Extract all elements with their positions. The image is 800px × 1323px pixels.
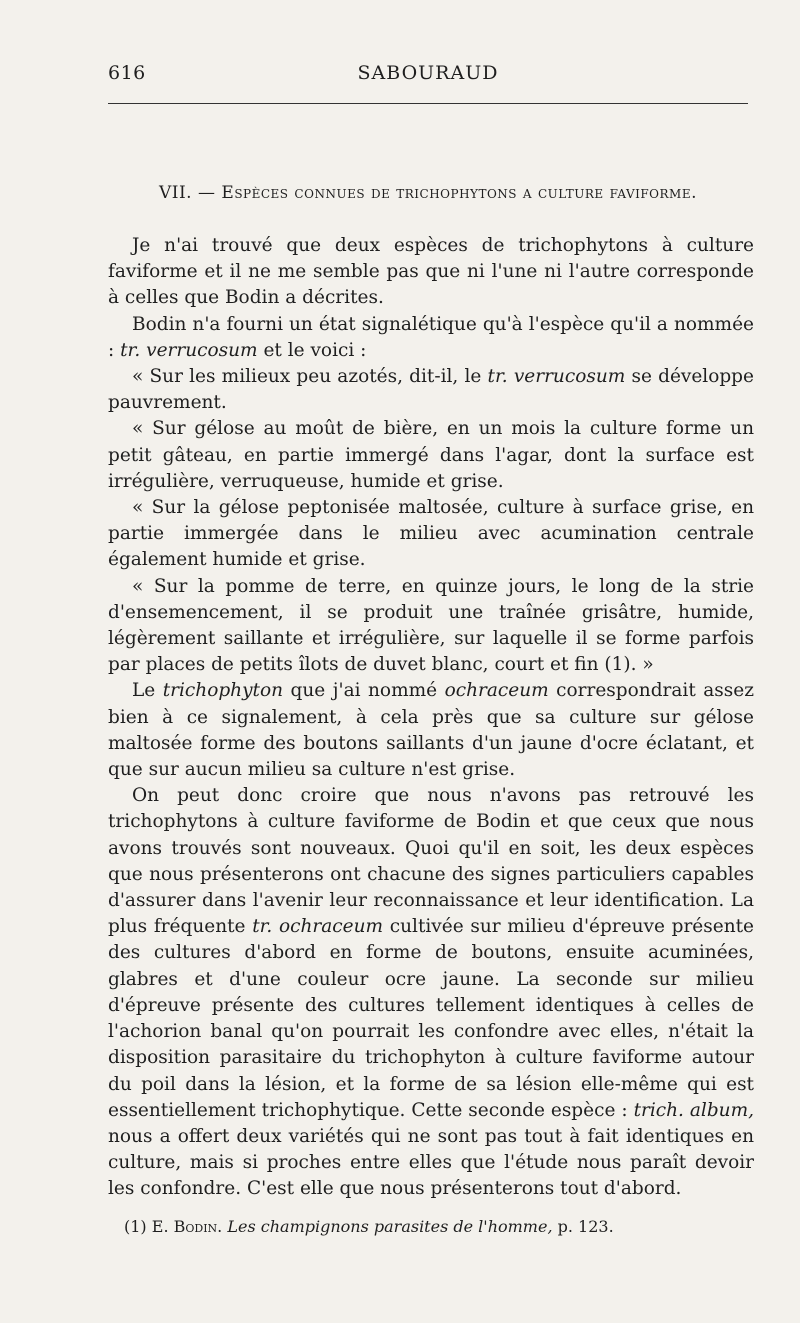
paragraph-text: Je n'ai trouvé que deux espèces de trichophytons à culture faviforme et il ne me semble pas que ni l'une ni l'autre corresponde à celles que Bodin a décrites. xyxy=(108,235,754,309)
running-title: SABOURAUD xyxy=(357,62,499,84)
footnote-page: p. 123. xyxy=(557,1217,614,1236)
paragraph-text: correspondrait assez bien à ce signalement, à cela près que sa culture sur gélose maltosée forme des boutons saillants d'un jaune d'ocre éclatant, et que sur aucun milieu sa culture n'est grise. xyxy=(108,680,754,781)
section-heading xyxy=(108,183,748,203)
section-dash: — xyxy=(192,183,222,203)
species-name: tr. ochraceum xyxy=(252,916,384,938)
paragraph-text: « Sur les milieux peu azotés, dit-il, le xyxy=(132,366,488,388)
footnote-marker: (1) xyxy=(124,1217,147,1236)
paragraph-text: nous a offert deux variétés qui ne sont pas tout à fait identiques en culture, mais si proches entre elles que l'étude nous paraît devoir les confondre. C'est elle que nous présenterons tout d'abord. xyxy=(108,1125,754,1200)
paragraph xyxy=(108,783,754,1202)
paragraph-text: Le xyxy=(132,680,163,702)
paragraph-text: que j'ai nommé xyxy=(283,680,445,702)
species-name: tr. verrucosum xyxy=(120,339,258,361)
paragraph-text: « Sur gélose au moût de bière, en un mois la culture forme un petit gâteau, en partie immergé dans l'agar, dont la surface est irrégulière, verruqueuse, humide et grise. xyxy=(108,418,754,492)
body-text xyxy=(108,233,754,1203)
paragraph-text: Bodin n'a fourni un état signalétique qu'à l'espèce qu'il a nommée : xyxy=(108,313,754,361)
species-name: trichophyton xyxy=(162,680,284,702)
paragraph-text: cultivée sur milieu d'épreuve présente des cultures d'abord en forme de boutons, ensuite acuminées, glabres et d'une couleur ocre jaune. La seconde sur milieu d'épreuve présente des cultures tellement identiques à celles de l'achorion banal qu'on pourrait les confondre avec elles, n'était la disposition parasitaire du trichophyton à culture faviforme autour du poil dans la lésion, et la forme de sa lésion elle-même qui est essentiellement trichophytique. Cette seconde espèce : xyxy=(108,916,754,1121)
species-name: ochraceum xyxy=(444,680,549,702)
section-numeral: VII. xyxy=(158,183,193,203)
species-name: trich. album, xyxy=(633,1099,754,1121)
paragraph xyxy=(108,416,754,495)
paragraph-text: se développe pauvrement. xyxy=(108,366,754,414)
paragraph xyxy=(108,678,754,783)
page-number: 616 xyxy=(108,62,146,84)
running-header xyxy=(108,62,748,92)
species-name: tr. verrucosum xyxy=(487,366,626,388)
paragraph-text: On peut donc croire que nous n'avons pas retrouvé les trichophytons à culture faviforme de Bodin et que ceux que nous avons trouvés sont nouveaux. Quoi qu'il en soit, les deux espèces que nous présenterons ont chacune des signes particuliers capables d'assurer dans l'avenir leur reconnaissance et leur identification. La plus fréquente xyxy=(108,785,754,938)
paragraph xyxy=(108,495,754,574)
paragraph-text: et le voici : xyxy=(257,339,367,361)
footnote xyxy=(124,1216,744,1238)
footnote-title: Les champignons parasites de l'homme, xyxy=(227,1217,553,1236)
paragraph-text: « Sur la gélose peptonisée maltosée, culture à surface grise, en partie immergée dans le milieu avec acumination centrale également humide et grise. xyxy=(108,497,754,571)
header-rule xyxy=(108,103,748,104)
footnote-author: E. Bodin. xyxy=(151,1217,223,1236)
paragraph xyxy=(108,364,754,416)
paragraph xyxy=(108,574,754,679)
paragraph xyxy=(108,233,754,312)
paragraph xyxy=(108,312,754,364)
paragraph-text: « Sur la pomme de terre, en quinze jours, le long de la strie d'ensemencement, il se produit une traînée grisâtre, humide, légèrement saillante et irrégulière, sur laquelle il se forme parfois par places de petits îlots de duvet blanc, court et fin (1). » xyxy=(108,575,754,676)
section-title: Espèces connues de trichophytons a culture faviforme. xyxy=(221,183,698,203)
